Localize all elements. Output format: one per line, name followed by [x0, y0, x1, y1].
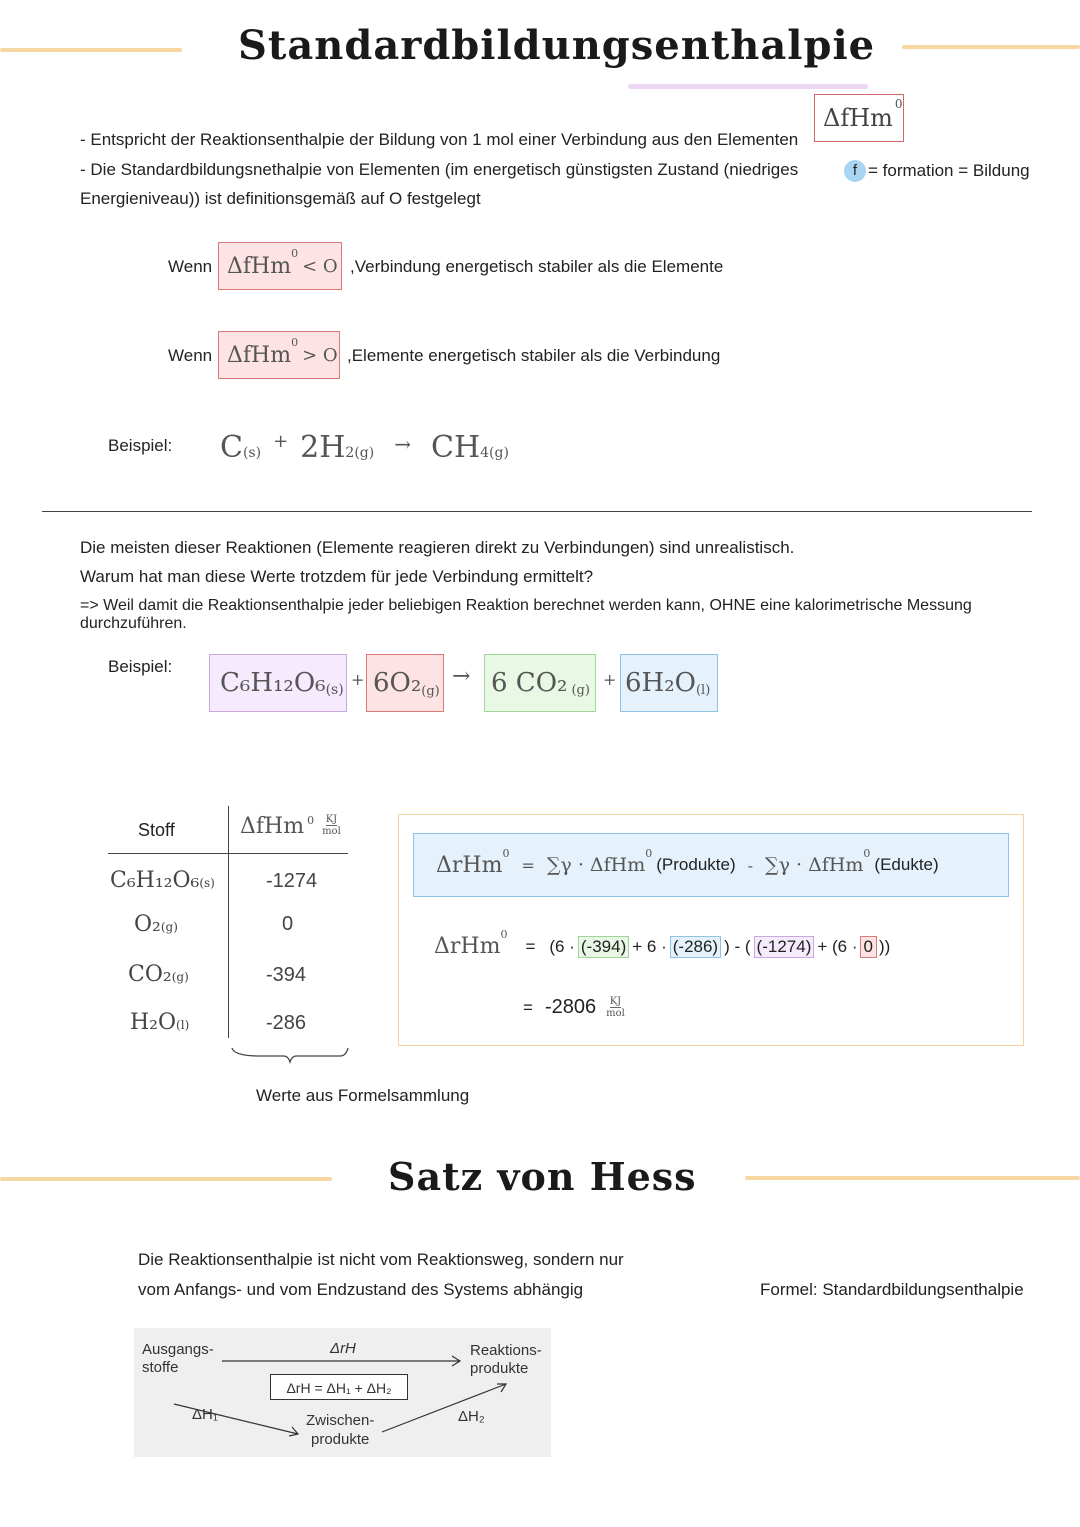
divider-top-right [902, 45, 1080, 49]
diagram-mid-line-1: Zwischen- [306, 1412, 375, 1429]
diagram-start-line-2: stoffe [142, 1359, 179, 1376]
co2-formula: 6 CO₂ [491, 668, 568, 698]
condition-1-formula: ΔfHm [227, 253, 292, 279]
glucose-state: (s) [325, 682, 344, 698]
formula-eq: = [521, 855, 535, 875]
unit-denominator: mol [322, 826, 341, 837]
diagram-end-line-2: produkte [470, 1360, 529, 1377]
arrow-2: → [452, 664, 471, 689]
water-formula: 6H₂O [625, 668, 696, 698]
arrow-1: → [394, 432, 411, 456]
row-1-substance: C₆H₁₂O₆ [110, 868, 200, 893]
methane-state: (g) [489, 445, 509, 461]
table-brace [230, 1044, 350, 1064]
calc-value-co2: (-394) [578, 936, 629, 958]
condition-1-op: < O [302, 255, 338, 277]
table-vline [228, 806, 229, 1038]
water-box [620, 654, 718, 712]
diagram-start-line-1: Ausgangs- [142, 1341, 214, 1358]
formation-note [844, 160, 1030, 182]
formation-text: = formation = Bildung [868, 161, 1030, 180]
result-line [523, 996, 625, 1019]
diagram-end [470, 1342, 542, 1378]
result-unit [606, 996, 625, 1019]
carbon: C [220, 430, 243, 465]
glucose-formula: C₆H₁₂O₆ [220, 668, 326, 698]
row-4-substance: H₂O [130, 1010, 177, 1035]
explanation-line-3: => Weil damit die Reaktionsenthalpie jeder beliebigen Reaktion berechnet werden kann, OHNE eine kalorimetrische Messung durchzuführen. [80, 597, 972, 632]
symbol-sup: 0 [894, 97, 903, 111]
table-row [130, 1010, 189, 1035]
diagram-top-label: ΔrH [330, 1340, 356, 1357]
result-eq: = [523, 997, 533, 1017]
calc-close: )) [878, 936, 891, 956]
page-title: Standardbildungsenthalpie [238, 22, 876, 69]
explanation-line-1: Die meisten dieser Reaktionen (Elemente reagieren direkt zu Verbindungen) sind unrealistisch. [80, 538, 795, 557]
calc-lhs-sup: 0 [500, 928, 508, 941]
formula-minus: - [747, 855, 754, 875]
diagram-end-line-1: Reaktions- [470, 1342, 542, 1359]
methane-sub: 4 [480, 445, 490, 461]
intro-line-2: - Die Standardbildungsnethalpie von Elementen (im energetisch günstigsten Zustand (niedriges [80, 160, 799, 179]
hydrogen: 2H [300, 430, 346, 465]
table-row [110, 868, 215, 893]
plus-1: + [273, 431, 289, 452]
condition-2-formula: ΔfHm [227, 342, 292, 368]
formula-educts: (Edukte) [874, 855, 939, 874]
hess-text-1: Die Reaktionsenthalpie ist nicht vom Reaktionsweg, sondern nur [138, 1250, 624, 1269]
formula-lhs-sup: 0 [502, 846, 510, 860]
row-2-state: (g) [160, 920, 178, 934]
condition-2-text: ,Elemente energetisch stabiler als die Verbindung [347, 346, 721, 365]
oxygen-formula: 6O₂ [373, 668, 422, 698]
example-2-label: Beispiel: [108, 657, 173, 676]
calc-open: (6 · [549, 936, 575, 956]
explanation-line-2: Warum hat man diese Werte trotzdem für jede Verbindung ermittelt? [80, 567, 594, 586]
diagram-right-label: ΔH₂ [458, 1408, 485, 1425]
table-header-substance: Stoff [138, 820, 175, 840]
example-1-equation [220, 430, 509, 465]
co2-box [484, 654, 596, 712]
formula-sup-educts: 0 [863, 846, 871, 860]
calculation-line [434, 928, 891, 959]
diagram-sum-box: ΔrH = ΔH₁ + ΔH₂ [270, 1374, 408, 1400]
f-badge: f [844, 160, 866, 182]
row-3-substance: CO₂ [128, 962, 172, 987]
diagram-intermediate [306, 1411, 374, 1449]
water-state: (l) [695, 682, 711, 698]
calc-lhs: ΔrHm [434, 934, 501, 959]
example-1-label: Beispiel: [108, 436, 173, 455]
result-value: -2806 [544, 996, 597, 1018]
hydrogen-sub: 2 [345, 445, 355, 461]
co2-state: (g) [571, 682, 590, 698]
divider-top-left [0, 48, 182, 52]
intro-line-3: Energieniveau)) ist definitionsgemäß auf O festgelegt [80, 189, 481, 208]
condition-1-text: ,Verbindung energetisch stabiler als die Elemente [350, 257, 724, 276]
table-row [134, 912, 178, 937]
symbol-text: ΔfHm [823, 104, 893, 132]
unit-numerator: KJ [325, 814, 338, 825]
table-row [128, 962, 189, 987]
plus-2a: + [351, 670, 365, 689]
table-header-sup: 0 [307, 814, 315, 827]
calc-value-glucose: (-1274) [754, 936, 815, 958]
row-1-value: -1274 [266, 870, 318, 892]
oxygen-box [366, 654, 444, 712]
condition-2-prefix: Wenn [168, 346, 213, 365]
diagram-start [142, 1341, 214, 1377]
row-1-state: (s) [199, 876, 215, 890]
divider-hess-right [745, 1176, 1080, 1180]
row-3-value: -394 [266, 964, 307, 986]
formula-sum-educts: ∑γ · ΔfHm [765, 854, 864, 876]
result-unit-denominator: mol [606, 1008, 625, 1019]
table-header-formula: ΔfHm [240, 814, 305, 839]
row-2-value: 0 [282, 913, 294, 935]
row-3-state: (g) [171, 970, 189, 984]
condition-1-box [218, 242, 342, 290]
methane: CH [431, 430, 481, 465]
condition-1-sup: 0 [291, 246, 299, 260]
hess-title: Satz von Hess [388, 1154, 697, 1199]
calc-mid-1: + 6 · [632, 936, 667, 956]
intro-line-1: - Entspricht der Reaktionsenthalpie der Bildung von 1 mol einer Verbindung aus den Elementen [80, 130, 799, 149]
table-header-value [240, 814, 341, 839]
section-divider [42, 511, 1032, 512]
carbon-state: (s) [242, 445, 262, 461]
result-unit-numerator: KJ [609, 996, 622, 1007]
hydrogen-state: (g) [354, 445, 375, 461]
diagram-left-label: ΔH₁ [192, 1406, 218, 1423]
glucose-box [209, 654, 347, 712]
calc-value-water: (-286) [670, 936, 721, 958]
title-underline [628, 84, 868, 89]
row-4-state: (l) [176, 1018, 190, 1032]
hess-text-2: vom Anfangs- und vom Endzustand des Systems abhängig [138, 1280, 584, 1299]
condition-2-op: > O [302, 344, 338, 366]
plus-2b: + [603, 670, 617, 689]
calc-value-oxygen: 0 [860, 936, 877, 958]
formula-lhs: ΔrHm [436, 852, 503, 878]
formula-box [413, 833, 1009, 897]
symbol-box [814, 94, 904, 142]
calc-mid-3: + (6 · [817, 936, 858, 956]
oxygen-state: (g) [421, 683, 440, 699]
table-header-unit [322, 814, 341, 837]
hess-diagram [134, 1328, 551, 1457]
formula-sup-products: 0 [645, 846, 653, 860]
table-hline [108, 853, 348, 854]
calc-eq: = [525, 936, 536, 956]
hess-formula-note: Formel: Standardbildungsenthalpie [760, 1280, 1024, 1299]
formula-sum-products: ∑γ · ΔfHm [546, 854, 646, 876]
condition-2-sup: 0 [291, 335, 299, 349]
diagram-mid-line-2: produkte [310, 1431, 370, 1448]
row-2-substance: O₂ [134, 912, 161, 937]
calc-mid-2: ) - ( [724, 936, 751, 956]
condition-1-prefix: Wenn [168, 257, 213, 276]
condition-2-box [218, 331, 340, 379]
divider-hess-left [0, 1177, 332, 1181]
row-4-value: -286 [266, 1012, 307, 1034]
table-footnote: Werte aus Formelsammlung [256, 1086, 470, 1105]
formula-products: (Produkte) [656, 855, 736, 874]
